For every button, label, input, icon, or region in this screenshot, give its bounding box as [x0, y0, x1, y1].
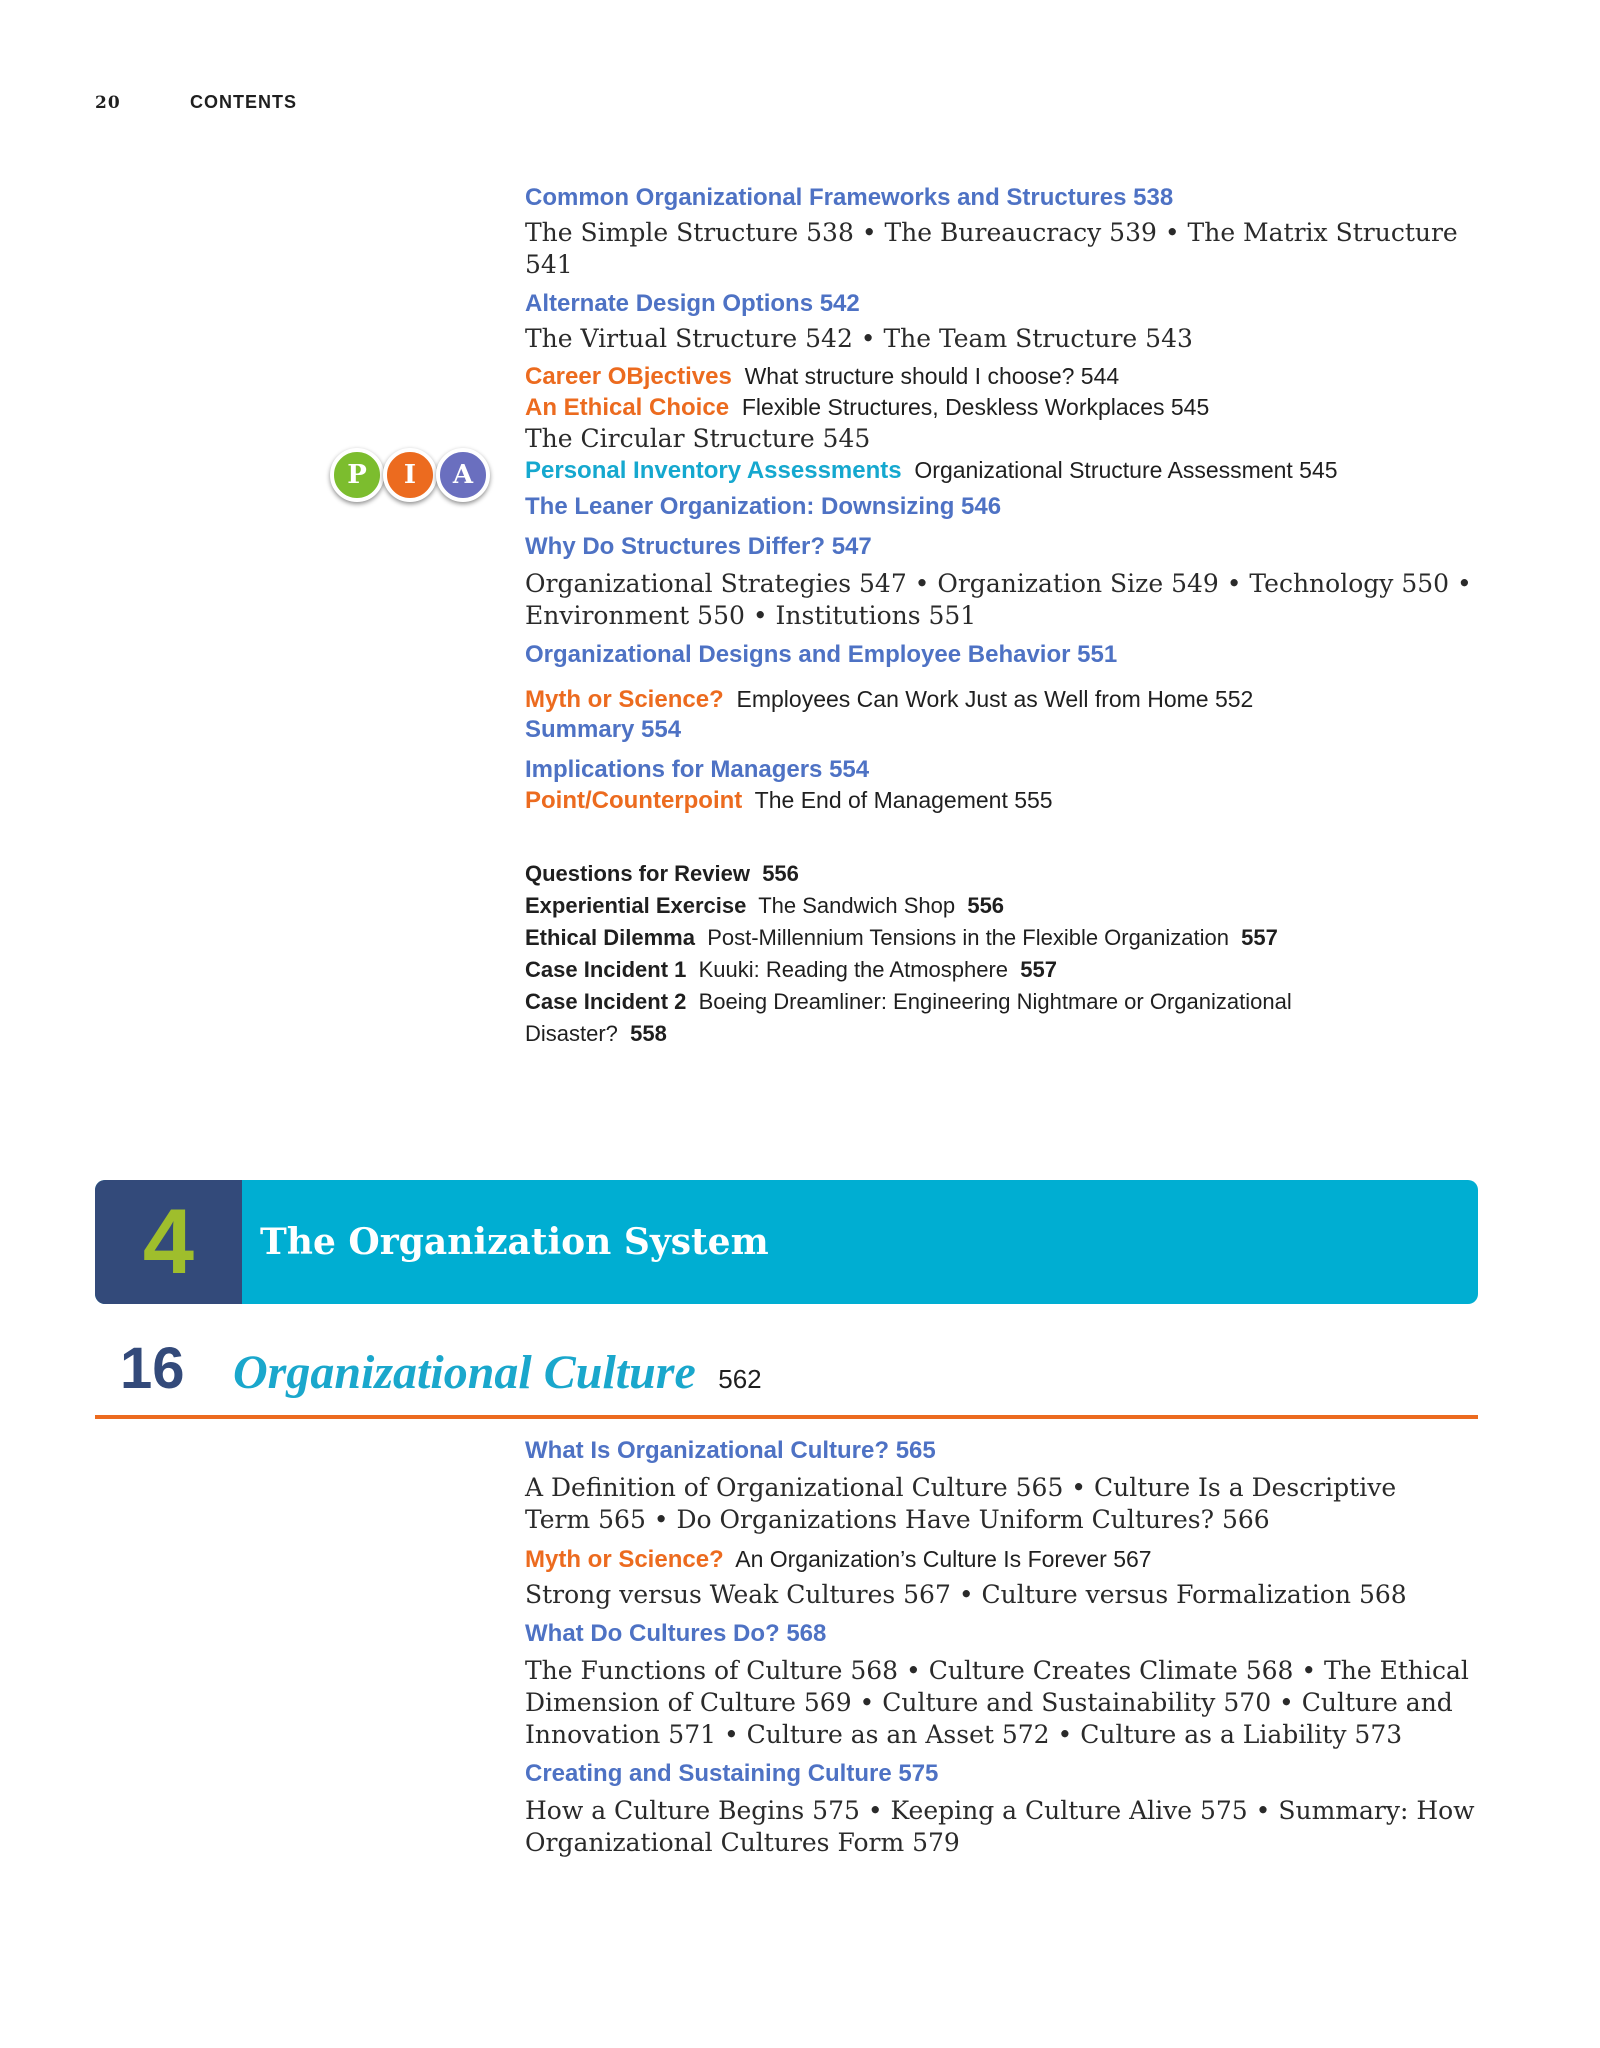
end-matter-item-cont[interactable]: [525, 1018, 1485, 1050]
toc-subentries: Environment 550 • Institutions 551: [525, 601, 977, 630]
toc-subentries: Innovation 571 • Culture as an Asset 572 • Culture as a Liability 573: [525, 1720, 1403, 1749]
toc-subentries: The Virtual Structure 542 • The Team Structure 543: [525, 324, 1193, 353]
part-title: The Organization System: [260, 1221, 769, 1263]
toc-subentries: The Simple Structure 538 • The Bureaucracy 539 • The Matrix Structure 541: [525, 218, 1458, 279]
feature-text: Organizational Structure Assessment 545: [914, 457, 1338, 483]
end-matter-list: [525, 858, 1485, 1050]
pia-badge-icon: [320, 438, 500, 508]
toc-heading[interactable]: Summary 554: [525, 716, 682, 743]
toc-heading[interactable]: Alternate Design Options 542: [525, 290, 860, 317]
toc-subentries: Organizational Cultures Form 579: [525, 1828, 960, 1857]
feature-label: Point/Counterpoint: [525, 787, 743, 814]
pia-a-icon: A: [436, 448, 490, 502]
pia-entry[interactable]: [525, 455, 1485, 486]
item-label: Case Incident 2: [525, 989, 687, 1014]
pia-i-icon: I: [383, 448, 437, 502]
page-number: 20: [95, 93, 121, 113]
toc-heading[interactable]: Why Do Structures Differ? 547: [525, 533, 872, 560]
chapter-page: 562: [718, 1364, 762, 1394]
toc-heading[interactable]: The Leaner Organization: Downsizing 546: [525, 493, 1002, 520]
chapter-title: Organizational Culture: [232, 1346, 696, 1399]
item-text: Boeing Dreamliner: Engineering Nightmare or Organizational: [698, 989, 1292, 1014]
career-objectives-entry[interactable]: [525, 361, 1485, 392]
feature-text: Flexible Structures, Deskless Workplaces 545: [741, 394, 1210, 420]
myth-or-science-entry[interactable]: [525, 1544, 1485, 1575]
end-matter-item[interactable]: [525, 858, 1485, 890]
toc-subentries: A Definition of Organizational Culture 565 • Culture Is a Descriptive: [525, 1473, 1397, 1502]
chapter-heading[interactable]: [120, 1335, 762, 1402]
feature-text: An Organization’s Culture Is Forever 567: [735, 1546, 1152, 1572]
feature-text: The End of Management 555: [754, 787, 1053, 813]
toc-heading[interactable]: Creating and Sustaining Culture 575: [525, 1760, 939, 1787]
toc-subentries: Organizational Strategies 547 • Organization Size 549 • Technology 550 •: [525, 569, 1472, 598]
end-matter-item[interactable]: [525, 922, 1485, 954]
item-page: 557: [1020, 957, 1057, 982]
feature-label: An Ethical Choice: [525, 394, 730, 421]
part-number: 4: [95, 1180, 242, 1304]
feature-label: Myth or Science?: [525, 686, 724, 713]
item-text: Post-Millennium Tensions in the Flexible Organization: [707, 925, 1229, 950]
item-text: The Sandwich Shop: [758, 893, 956, 918]
end-matter-item[interactable]: [525, 986, 1485, 1018]
toc-heading[interactable]: Organizational Designs and Employee Behavior 551: [525, 641, 1118, 668]
toc-heading[interactable]: What Is Organizational Culture? 565: [525, 1437, 936, 1464]
toc-section-top: [525, 183, 1485, 816]
running-head: [95, 92, 297, 113]
part-banner: [95, 1180, 1478, 1304]
item-label: Case Incident 1: [525, 957, 687, 982]
item-page: 556: [762, 861, 799, 886]
chapter-rule: [95, 1415, 1478, 1419]
pia-p-icon: P: [330, 448, 384, 502]
toc-subentries: Dimension of Culture 569 • Culture and Sustainability 570 • Culture and: [525, 1688, 1453, 1717]
feature-text: Employees Can Work Just as Well from Home 552: [736, 686, 1254, 712]
myth-or-science-entry[interactable]: [525, 684, 1485, 715]
toc-heading[interactable]: What Do Cultures Do? 568: [525, 1620, 827, 1647]
item-label: Experiential Exercise: [525, 893, 747, 918]
feature-label: Career OBjectives: [525, 363, 732, 390]
point-counterpoint-entry[interactable]: [525, 785, 1485, 816]
toc-heading[interactable]: Common Organizational Frameworks and Structures 538: [525, 184, 1174, 211]
item-label: Ethical Dilemma: [525, 925, 695, 950]
ethical-choice-entry[interactable]: [525, 392, 1485, 423]
feature-label: Personal Inventory Assessments: [525, 457, 902, 484]
chapter-number: 16: [120, 1336, 185, 1401]
item-label: Questions for Review: [525, 861, 750, 886]
toc-subentries: How a Culture Begins 575 • Keeping a Culture Alive 575 • Summary: How: [525, 1796, 1475, 1825]
running-head-title: CONTENTS: [190, 92, 297, 112]
item-page: 558: [630, 1021, 667, 1046]
toc-subentries: The Functions of Culture 568 • Culture Creates Climate 568 • The Ethical: [525, 1656, 1469, 1685]
toc-heading[interactable]: Implications for Managers 554: [525, 756, 870, 783]
feature-label: Myth or Science?: [525, 1546, 724, 1573]
item-page: 556: [967, 893, 1005, 918]
end-matter-item[interactable]: [525, 954, 1485, 986]
item-text: Disaster?: [525, 1021, 618, 1046]
item-text: Kuuki: Reading the Atmosphere: [698, 957, 1009, 982]
item-page: 557: [1241, 925, 1278, 950]
feature-text: What structure should I choose? 544: [744, 363, 1120, 389]
toc-subentries: The Circular Structure 545: [525, 424, 871, 453]
end-matter-item[interactable]: [525, 890, 1485, 922]
toc-subentries: Strong versus Weak Cultures 567 • Culture versus Formalization 568: [525, 1580, 1407, 1609]
toc-subentries: Term 565 • Do Organizations Have Uniform Cultures? 566: [525, 1505, 1270, 1534]
toc-section-bottom: [525, 1436, 1485, 1859]
